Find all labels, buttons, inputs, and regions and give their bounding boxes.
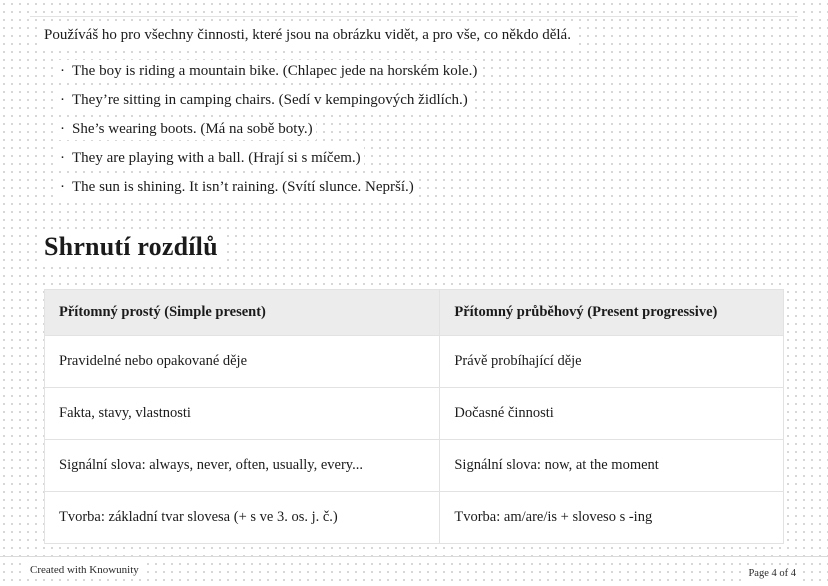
list-item bbox=[60, 62, 784, 80]
table-row bbox=[45, 335, 784, 387]
table-header-cell: Přítomný prostý (Simple present) bbox=[45, 289, 440, 335]
table-row bbox=[45, 439, 784, 491]
list-item bbox=[60, 91, 784, 109]
bullet-list bbox=[60, 62, 784, 196]
list-item-text: They’re sitting in camping chairs. (Sedí v kempingových židlích.) bbox=[72, 91, 468, 108]
list-item bbox=[60, 149, 784, 167]
list-item bbox=[60, 178, 784, 196]
table-row bbox=[45, 387, 784, 439]
list-item bbox=[60, 120, 784, 138]
table-cell: Tvorba: am/are/is + sloveso s -ing bbox=[440, 491, 784, 543]
table-cell: Fakta, stavy, vlastnosti bbox=[45, 387, 440, 439]
table-cell: Signální slova: always, never, often, usually, every... bbox=[45, 439, 440, 491]
section-heading: Shrnutí rozdílů bbox=[44, 231, 218, 261]
table-row bbox=[45, 491, 784, 543]
table-header-cell: Přítomný průběhový (Present progressive) bbox=[440, 289, 784, 335]
list-item-text: They are playing with a ball. (Hrají si s míčem.) bbox=[72, 149, 361, 166]
table-header-row bbox=[45, 289, 784, 335]
list-item-text: The boy is riding a mountain bike. (Chlapec jede na horském kole.) bbox=[72, 62, 478, 79]
list-item-text: She’s wearing boots. (Má na sobě boty.) bbox=[72, 120, 313, 137]
list-item-text: The sun is shining. It isn’t raining. (Svítí slunce. Neprší.) bbox=[72, 178, 414, 195]
bullet-marker: · bbox=[60, 91, 65, 108]
summary-table bbox=[44, 289, 784, 544]
bullet-marker: · bbox=[60, 120, 65, 137]
table-cell: Právě probíhající děje bbox=[440, 335, 784, 387]
table-cell: Pravidelné nebo opakované děje bbox=[45, 335, 440, 387]
footer-page-number: Page 4 of 4 bbox=[748, 568, 796, 579]
footer-credit: Created with Knowunity bbox=[30, 564, 139, 576]
bullet-marker: · bbox=[60, 62, 65, 79]
intro-text: Používáš ho pro všechny činnosti, které jsou na obrázku vidět, a pro vše, co někdo dělá. bbox=[44, 27, 571, 43]
table-cell: Dočasné činnosti bbox=[440, 387, 784, 439]
table-cell: Tvorba: základní tvar slovesa (+ s ve 3. os. j. č.) bbox=[45, 491, 440, 543]
bullet-marker: · bbox=[60, 149, 65, 166]
table-cell: Signální slova: now, at the moment bbox=[440, 439, 784, 491]
intro-paragraph bbox=[44, 26, 784, 45]
bullet-marker: · bbox=[60, 178, 65, 195]
page-footer bbox=[0, 556, 828, 586]
